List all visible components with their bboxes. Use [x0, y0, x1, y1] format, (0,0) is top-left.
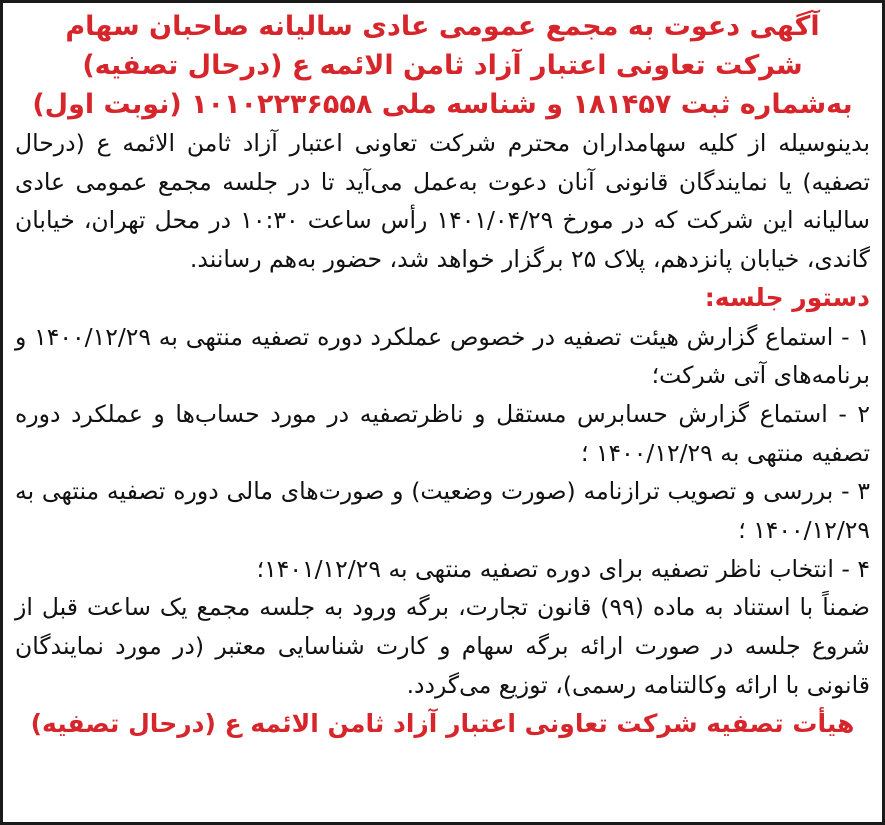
header-registration: به‌شماره ثبت ۱۸۱۴۵۷ و شناسه ملی ۱۰۱۰۲۲۳۶۵۵۸ (نوبت اول) — [32, 89, 853, 120]
signature-line: هیأت تصفیه شرکت تعاونی اعتبار آزاد ثامن الائمه ع (درحال تصفیه) — [30, 708, 855, 738]
intro-paragraph: بدینوسیله از کلیه سهامداران محترم شرکت تعاونی اعتبار آزاد ثامن الائمه ع (درحال تصفیه) یا نمایندگان قانونی آنان دعوت به‌عمل می‌آید تا در جلسه مجمع عمومی عادی سالیانه این شرکت که در مورخ ۱۴۰۱/۰۴/۲۹ رأس ساعت ۱۰:۳۰ در محل تهران، خیابان گاندی، خیابان پانزدهم، پلاک ۲۵ برگزار خواهد شد، حضور به‌هم رسانند. — [15, 129, 870, 274]
header-company-name: شرکت تعاونی اعتبار آزاد ثامن الائمه ع (درحال تصفیه) — [82, 50, 803, 81]
agenda-item-1: ۱ - استماع گزارش هیئت تصفیه در خصوص عملکرد دوره تصفیه منتهی به ۱۴۰۰/۱۲/۲۹ و برنامه‌های آتی شرکت؛ — [15, 322, 870, 390]
header-title: آگهی دعوت به مجمع عمومی عادی سالیانه صاحبان سهام — [65, 11, 820, 42]
agenda-item-4: ۴ - انتخاب ناظر تصفیه برای دوره تصفیه منتهی به ۱۴۰۱/۱۲/۲۹؛ — [256, 554, 870, 583]
agenda-item-2: ۲ - استماع گزارش حسابرس مستقل و ناظرتصفیه در مورد حساب‌ها و عملکرد دوره تصفیه منتهی به ۱۴۰۰/۱۲/۲۹ ؛ — [15, 399, 870, 467]
note-paragraph: ضمناً با استناد به ماده (۹۹) قانون تجارت، برگه ورود به جلسه مجمع یک ساعت قبل از شروع جلسه در صورت ارائه برگه سهام و کارت شناسایی معتبر (در مورد نمایندگان قانونی با ارائه وکالتنامه رسمی)، توزیع می‌گردد. — [15, 593, 871, 699]
notice-header — [15, 7, 870, 124]
agenda-item-3: ۳ - بررسی و تصویب ترازنامه (صورت وضعیت) و صورت‌های مالی دوره تصفیه منتهی به ۱۴۰۰/۱۲/۲۹ ؛ — [15, 477, 870, 545]
agenda-title: دستور جلسه: — [704, 282, 870, 312]
